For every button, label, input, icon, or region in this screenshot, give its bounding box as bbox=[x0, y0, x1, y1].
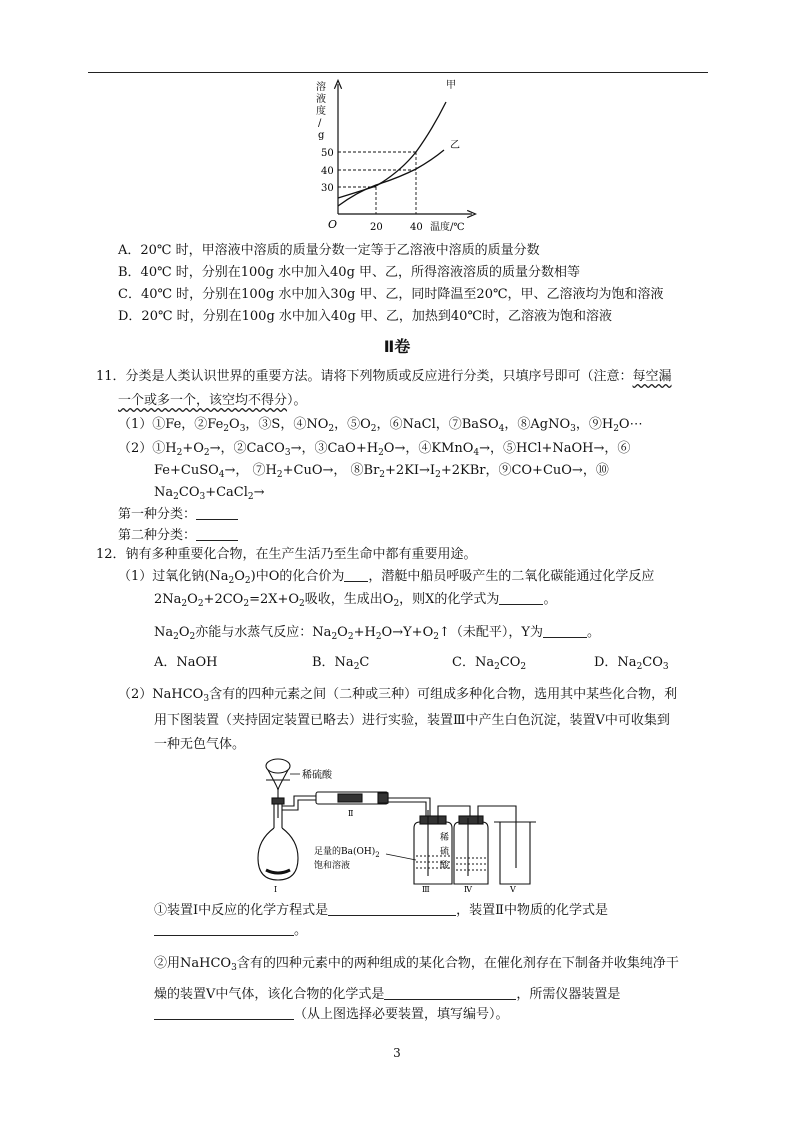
q12-sub1-line2: 。 bbox=[154, 922, 307, 940]
q10-option-d: D．20℃ 时，分别在100g 水中加入40g 甲、乙，加热到40℃时，乙溶液为饱和溶液 bbox=[118, 309, 612, 324]
x-tick-20: 20 bbox=[370, 222, 383, 233]
q12-option-c: C．$Na_2CO_2$ bbox=[452, 655, 527, 672]
q12-part1-line1: （1）过氧化钠$(Na_2O_2)$中O的化合价为 ，潜艇中船员呼吸产生的二氧化碳能通过化学反应 bbox=[118, 569, 655, 586]
answer-blank[interactable] bbox=[154, 923, 294, 936]
origin-label: O bbox=[328, 218, 338, 231]
q12-part1-line3: $Na_2O_2$亦能与水蒸气反应：$Na_2O_2+H_2O\to Y+O_2↑$（未配平），Y为 。 bbox=[154, 625, 600, 642]
y-tick-40: 40 bbox=[321, 166, 334, 177]
q11-second-class: 第二种分类： bbox=[118, 527, 238, 545]
curve-yi-label: 乙 bbox=[450, 140, 460, 151]
bottle4-label-2: 硫 bbox=[440, 847, 450, 857]
q12-sub2-line3: （从上图选择必要装置，填写编号）。 bbox=[154, 1006, 509, 1024]
label-IV: Ⅳ bbox=[464, 885, 472, 894]
section-title: Ⅱ卷 bbox=[383, 337, 411, 356]
answer-blank[interactable] bbox=[543, 625, 587, 638]
baoh-label-2: 饱和溶液 bbox=[314, 861, 351, 871]
label-V: Ⅴ bbox=[510, 885, 516, 894]
answer-blank[interactable] bbox=[384, 987, 516, 1000]
q11-part2-line2: Fe+CuSO$_4$→， $⑦H_2+CuO\to$， $⑧Br_2+2KI\to I_2+2KBr$，⑨CO+CuO→，⑩ bbox=[154, 463, 609, 480]
q12-part2-line1: （2）NaHCO$_3$含有的四种元素之间（二种或三种）可组成多种化合物，选用其中某些化合物，利 bbox=[118, 687, 678, 704]
curve-yi bbox=[338, 150, 444, 206]
q11-part2-line1: $(2)①H_2+O_2\to$，②CaCO$_3$→，$③CaO+H_2O\to$，④KMnO$_4$→，⑤HCl+NaOH→，⑥ bbox=[118, 441, 631, 458]
answer-blank[interactable] bbox=[499, 592, 543, 605]
q12-sub2-line1: ②用NaHCO$_3$含有的四种元素中的两种组成的某化合物，在催化剂存在下制备并收集纯净干 bbox=[154, 956, 679, 973]
answer-blank[interactable] bbox=[328, 903, 456, 916]
bottle4-label-3: 酸 bbox=[440, 861, 450, 871]
bottle4-label-1: 稀 bbox=[440, 833, 450, 843]
y-label-2: 液 bbox=[316, 94, 326, 105]
q12-option-b: B．$Na_2C$ bbox=[312, 655, 370, 672]
y-label-5: g bbox=[318, 130, 325, 141]
answer-blank[interactable] bbox=[196, 507, 238, 520]
y-label-3: 度 bbox=[316, 106, 326, 117]
x-axis-label: 温度/℃ bbox=[430, 222, 465, 233]
baoh-label-1: 足量的$Ba(OH)_2$ bbox=[314, 847, 380, 859]
page-number: 3 bbox=[393, 1046, 401, 1060]
answer-blank[interactable] bbox=[344, 569, 368, 582]
label-III: Ⅲ bbox=[422, 885, 430, 894]
y-label-4: / bbox=[318, 118, 322, 129]
q11-first-class: 第一种分类： bbox=[118, 506, 238, 524]
q10-option-c: C．40℃ 时，分别在100g 水中加入30g 甲、乙，同时降温至20℃，甲、乙溶液均为饱和溶液 bbox=[118, 287, 664, 302]
q11-stem-cont: 一个或多一个，该空均不得分）。 bbox=[118, 393, 307, 408]
q11-part2-line3: $Na_2CO_3+CaCl_2\to$ bbox=[154, 485, 265, 502]
answer-blank[interactable] bbox=[154, 1007, 294, 1020]
q12-sub2-line2: 燥的装置Ⅴ中气体，该化合物的化学式是 ，所需仪器装置是 bbox=[154, 987, 621, 1002]
curve-jia-label: 甲 bbox=[446, 80, 456, 91]
q11-stem: 11．分类是人类认识世界的重要方法。请将下列物质或反应进行分类，只填序号即可（注意：每空漏 bbox=[96, 369, 672, 384]
q10-option-a: A．20℃ 时，甲溶液中溶质的质量分数一定等于乙溶液中溶质的质量分数 bbox=[118, 243, 540, 258]
acid-label: 稀硫酸 bbox=[302, 770, 332, 781]
q12-part1-line2: $2Na_2O_2+2CO_2=2X+O_2$吸收，生成出$O_2$，则X的化学式为 。 bbox=[154, 592, 557, 609]
q11-part1: （1）①Fe，$②Fe_2O_3$，③S，$④NO_2$，$⑤O_2$，⑥NaCl，⑦BaSO$_4$，⑧AgNO$_3$，$⑨H_2O\cdots$ bbox=[118, 417, 643, 434]
q12-sub1-line1: ①装置Ⅰ中反应的化学方程式是 ，装置Ⅱ中物质的化学式是 bbox=[154, 903, 608, 918]
curve-jia bbox=[338, 102, 446, 198]
q12-part2-line2: 用下图装置（夹持固定装置已略去）进行实验，装置Ⅲ中产生白色沉淀，装置Ⅴ中可收集到 bbox=[154, 713, 670, 728]
answer-blank[interactable] bbox=[196, 528, 238, 541]
q10-option-b: B．40℃ 时，分别在100g 水中加入40g 甲、乙，所得溶液溶质的质量分数相等 bbox=[118, 265, 581, 280]
q12-option-a: A．NaOH bbox=[154, 655, 218, 670]
label-I: Ⅰ bbox=[274, 885, 278, 894]
q12-part2-line3: 一种无色气体。 bbox=[154, 737, 246, 752]
apparatus-diagram bbox=[254, 758, 554, 894]
q12-option-d: D．$Na_2CO_3$ bbox=[594, 655, 669, 672]
label-II: Ⅱ bbox=[348, 809, 354, 818]
solubility-graph bbox=[312, 72, 482, 240]
q12-stem: 12．钠有多种重要化合物，在生产生活乃至生命中都有重要用途。 bbox=[96, 547, 477, 562]
y-label-1: 溶 bbox=[316, 82, 326, 93]
y-tick-30: 30 bbox=[321, 183, 334, 194]
x-tick-40: 40 bbox=[410, 222, 423, 233]
y-tick-50: 50 bbox=[321, 148, 334, 159]
